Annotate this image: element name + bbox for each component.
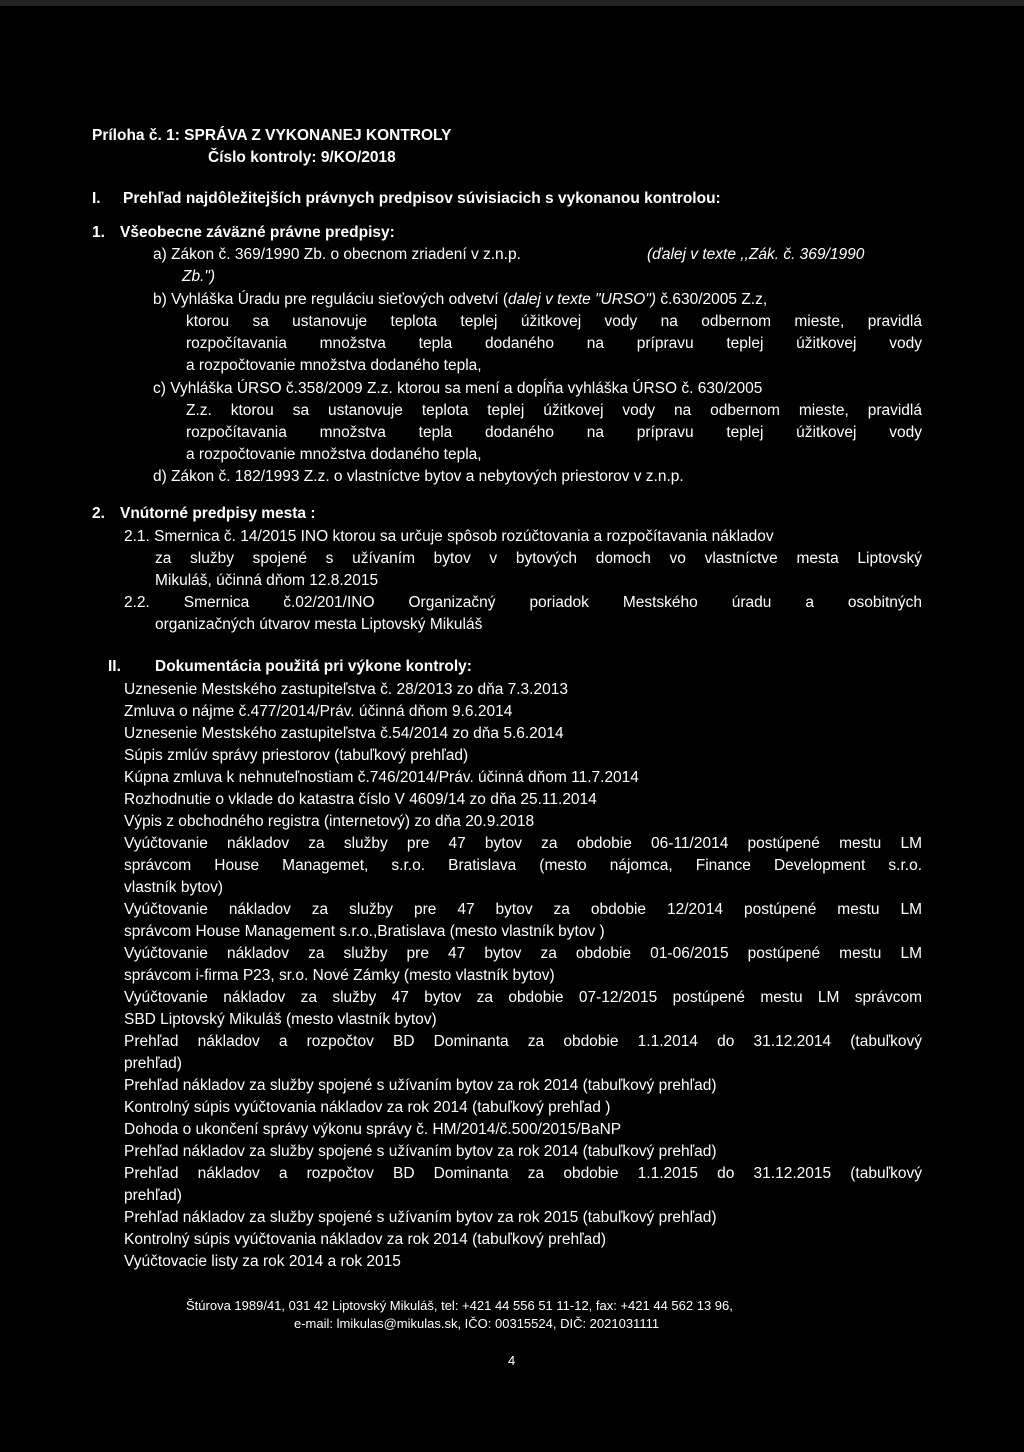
item-c-line-1: c) Vyhláška ÚRSO č.358/2009 Z.z. ktorou sa mení a dopĺňa vyhláška ÚRSO č. 630/2005 xyxy=(153,380,763,397)
doc-line-16: SBD Liptovský Mikuláš (mesto vlastník bytov) xyxy=(124,1011,437,1028)
doc-line-15: Vyúčtovanie nákladov za služby 47 bytov za obdobie 07-12/2015 postúpené mestu LM správcom xyxy=(124,989,922,1006)
doc-line-13: Vyúčtovanie nákladov za služby pre 47 bytov za obdobie 01-06/2015 postúpené mestu LM xyxy=(124,945,922,962)
doc-line-23: Prehľad nákladov a rozpočtov BD Dominanta za obdobie 1.1.2015 do 31.12.2015 (tabuľkový xyxy=(124,1165,922,1182)
page-number: 4 xyxy=(508,1353,516,1368)
part-2-number: 2. xyxy=(92,505,105,522)
control-number: Číslo kontroly: 9/KO/2018 xyxy=(208,149,396,166)
doc-line-7: Výpis z obchodného registra (internetový) zo dňa 20.9.2018 xyxy=(124,813,535,830)
item-b-line-1 xyxy=(153,289,767,311)
item-b-lead: b) Vyhláška Úradu pre reguláciu sieťových odvetví ( xyxy=(153,291,509,308)
section-2-number: II. xyxy=(108,658,121,675)
doc-line-10: vlastník bytov) xyxy=(124,879,224,896)
item-b-note: dalej v texte "URSO") xyxy=(508,291,657,308)
part-2-line-5: organizačných útvarov mesta Liptovský Mikuláš xyxy=(155,616,483,633)
part-2-line-4: 2.2. Smernica č.02/201/INO Organizačný poriadok Mestského úradu a osobitných xyxy=(124,594,922,611)
item-a-line-1: a) Zákon č. 369/1990 Zb. o obecnom zriadení v z.n.p. xyxy=(153,246,521,263)
doc-line-19: Prehľad nákladov za služby spojené s užívaním bytov za rok 2014 (tabuľkový prehľad) xyxy=(124,1077,717,1094)
doc-line-8: Vyúčtovanie nákladov za služby pre 47 bytov za obdobie 06-11/2014 postúpené mestu LM xyxy=(124,835,922,852)
section-1-number: I. xyxy=(92,190,101,207)
item-b-tail: č.630/2005 Z.z, xyxy=(656,291,768,308)
doc-line-1: Uznesenie Mestského zastupiteľstva č. 28/2013 zo dňa 7.3.2013 xyxy=(124,681,568,698)
item-d-line-1: d) Zákon č. 182/1993 Z.z. o vlastníctve bytov a nebytových priestorov v z.n.p. xyxy=(153,468,684,485)
doc-line-12: správcom House Management s.r.o.,Bratislava (mesto vlastník bytov ) xyxy=(124,923,605,940)
doc-line-25: Prehľad nákladov za služby spojené s užívaním bytov za rok 2015 (tabuľkový prehľad) xyxy=(124,1209,717,1226)
footer-contact: e-mail: lmikulas@mikulas.sk, IČO: 00315524, DIČ: 2021031111 xyxy=(294,1316,660,1331)
part-2-line-2: za služby spojené s užívaním bytov v bytových domoch vo vlastníctve mesta Liptovský xyxy=(155,550,922,567)
doc-line-4: Súpis zmlúv správy priestorov (tabuľkový prehľad) xyxy=(124,747,469,764)
doc-line-24: prehľad) xyxy=(124,1187,182,1204)
part-2-heading: Vnútorné predpisy mesta : xyxy=(120,505,316,522)
doc-line-2: Zmluva o nájme č.477/2014/Práv. účinná dňom 9.6.2014 xyxy=(124,703,513,720)
item-c-line-3: rozpočítavania množstva tepla dodaného na prípravu teplej úžitkovej vody xyxy=(186,424,922,441)
item-b-line-4: a rozpočtovanie množstva dodaného tepla, xyxy=(186,357,482,374)
part-2-line-1: 2.1. Smernica č. 14/2015 INO ktorou sa určuje spôsob rozúčtovania a rozpočítavania nákladov xyxy=(124,528,774,545)
doc-line-21: Dohoda o ukončení správy výkonu správy č. HM/2014/č.500/2015/BaNP xyxy=(124,1121,622,1138)
item-b-line-2: ktorou sa ustanovuje teplota teplej úžitkovej vody na odbernom mieste, pravidlá xyxy=(186,313,922,330)
doc-line-22: Prehľad nákladov za služby spojené s užívaním bytov za rok 2014 (tabuľkový prehľad) xyxy=(124,1143,717,1160)
doc-line-17: Prehľad nákladov a rozpočtov BD Dominanta za obdobie 1.1.2014 do 31.12.2014 (tabuľkový xyxy=(124,1033,922,1050)
doc-line-3: Uznesenie Mestského zastupiteľstva č.54/2014 zo dňa 5.6.2014 xyxy=(124,725,564,742)
item-c-line-4: a rozpočtovanie množstva dodaného tepla, xyxy=(186,446,482,463)
doc-line-18: prehľad) xyxy=(124,1055,182,1072)
doc-line-14: správcom i-firma P23, sr.o. Nové Zámky (mesto vlastník bytov) xyxy=(124,967,555,984)
doc-line-9: správcom House Managemet, s.r.o. Bratislava (mesto nájomca, Finance Development s.r.o. xyxy=(124,857,922,874)
doc-line-6: Rozhodnutie o vklade do katastra číslo V 4609/14 zo dňa 25.11.2014 xyxy=(124,791,597,808)
document-title: Príloha č. 1: SPRÁVA Z VYKONANEJ KONTROLY xyxy=(92,127,452,144)
item-b-line-3: rozpočítavania množstva tepla dodaného na prípravu teplej úžitkovej vody xyxy=(186,335,922,352)
part-1-heading: Všeobecne záväzné právne predpisy: xyxy=(120,224,395,241)
part-2-line-3: Mikuláš, účinná dňom 12.8.2015 xyxy=(155,572,379,589)
item-c-line-2: Z.z. ktorou sa ustanovuje teplota teplej úžitkovej vody na odbernom mieste, pravidlá xyxy=(186,402,922,419)
doc-line-27: Vyúčtovacie listy za rok 2014 a rok 2015 xyxy=(124,1253,401,1270)
doc-line-26: Kontrolný súpis vyúčtovania nákladov za rok 2014 (tabuľkový prehľad) xyxy=(124,1231,607,1248)
footer-address: Štúrova 1989/41, 031 42 Liptovský Mikuláš, tel: +421 44 556 51 11-12, fax: +421 44 562 13 96, xyxy=(186,1298,733,1313)
section-1-heading: Prehľad najdôležitejších právnych predpisov súvisiacich s vykonanou kontrolou: xyxy=(123,190,721,207)
part-1-number: 1. xyxy=(92,224,105,241)
doc-line-5: Kúpna zmluva k nehnuteľnostiam č.746/2014/Práv. účinná dňom 11.7.2014 xyxy=(124,769,639,786)
item-a-line-2: Zb.") xyxy=(182,268,216,285)
doc-line-11: Vyúčtovanie nákladov za služby pre 47 bytov za obdobie 12/2014 postúpené mestu LM xyxy=(124,901,922,918)
doc-line-20: Kontrolný súpis vyúčtovania nákladov za rok 2014 (tabuľkový prehľad ) xyxy=(124,1099,611,1116)
item-a-note: (ďalej v texte ,,Zák. č. 369/1990 xyxy=(647,246,865,263)
section-2-heading: Dokumentácia použitá pri výkone kontroly: xyxy=(155,658,472,675)
